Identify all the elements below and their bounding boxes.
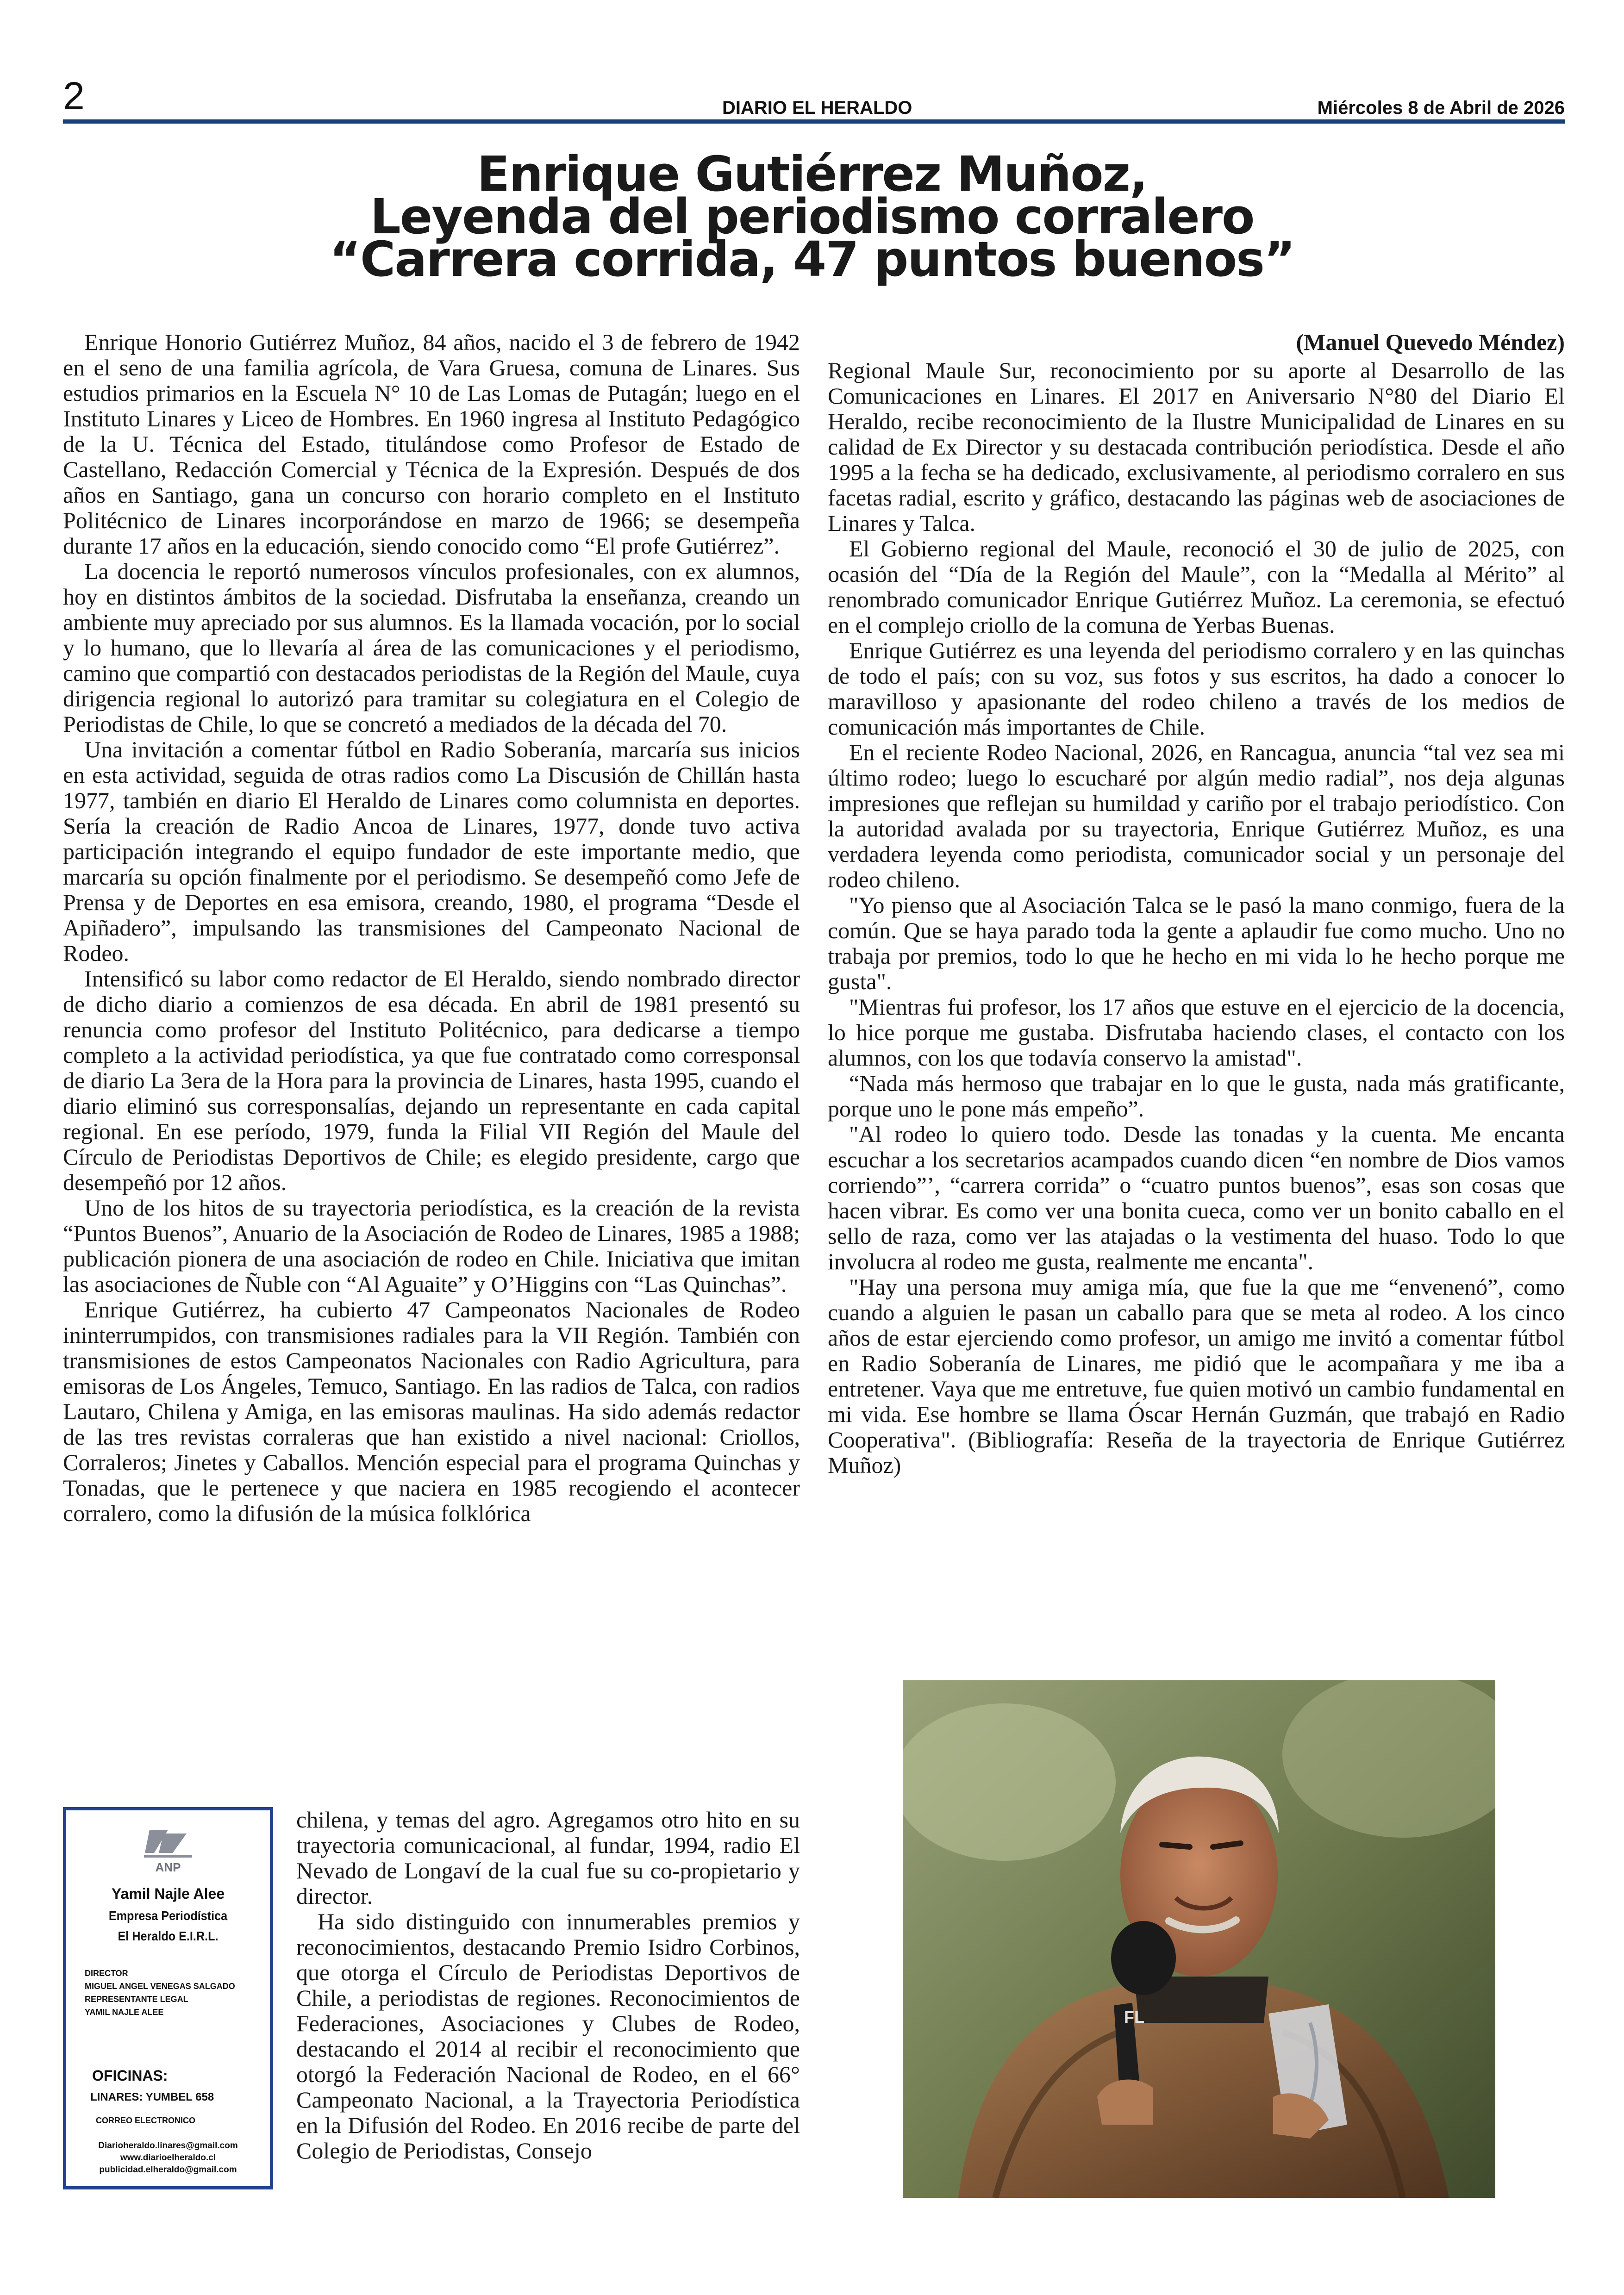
- paragraph: Una invitación a comentar fútbol en Radio Soberanía, marcaría sus inicios en esta actividad, seguida de otras radios como La Discusión de Chillán hasta 1977, también en diario El Heraldo de Linares como columnista en deportes. Sería la creación de Radio Ancoa de Linares, 1977, donde tuvo activa participación integrando el equipo fundador de este importante medio, que marcaría su opción finalmente por el periodismo. Se desempeñó como Jefe de Prensa y de Deportes en esa emisora, creando, 1980, el programa “Desde el Apiñadero”, impulsando las transmisiones del Campeonato Nacional de Rodeo.: [63, 736, 800, 966]
- email-label: CORREO ELECTRONICO: [96, 2116, 196, 2125]
- byline: (Manuel Quevedo Méndez): [1296, 329, 1565, 355]
- offices-label: OFICINAS:: [92, 2067, 168, 2084]
- paragraph: Ha sido distinguido con innumerables premios y reconocimientos, destacando Premio Isidro Corbinos, que otorga el Círculo de Periodistas Deportivos de Chile, a periodistas de regiones. Reconocimientos de Federaciones, Asociaciones y Clubes de Rodeo, destacando el 2014 al recibir el reconocimiento que otorgó la Federación Nacional de Rodeo, en el 66° Campeonato Nacional, a la Trayectoria Periodística en la Difusión del Rodeo. En 2016 recibe de parte del Colegio de Periodistas, Consejo: [296, 1908, 800, 2164]
- paragraph: Regional Maule Sur, reconocimiento por su aporte al Desarrollo de las Comunicaciones en Linares. El 2017 en Aniversario N°80 del Diario El Heraldo, recibe reconocimiento de la Ilustre Municipalidad de Linares en su calidad de Ex Director y su destacada contribución periodística. Desde el año 1995 a la fecha se ha dedicado, exclusivamente, al periodismo corralero en sus facetas radial, escrito y gráfico, destacando las páginas web de asociaciones de Linares y Talca.: [828, 357, 1565, 536]
- company-name-line-1: Empresa Periodística: [108, 1908, 228, 1923]
- header-rule: [63, 119, 1565, 124]
- microphone-label: FL: [1124, 2008, 1144, 2027]
- masthead-info-box: [63, 1807, 273, 2189]
- email-contact: Diarioheraldo.linares@gmail.com: [98, 2141, 238, 2151]
- paragraph: "Yo pienso que al Asociación Talca se le pasó la mano conmigo, fuera de la común. Que se haya parado toda la gente a aplaudir fue como mucho. Uno no trabaja por premios, todo lo que he hecho en mi vida lo he hecho porque me gusta".: [828, 892, 1565, 994]
- article-column-1: [63, 330, 800, 1807]
- paragraph: Enrique Gutiérrez, ha cubierto 47 Campeonatos Nacionales de Rodeo ininterrumpidos, con transmisiones radiales para la VII Región. También con transmisiones de estos Campeonatos Nacionales con Radio Agricultura, para emisoras de Los Ángeles, Temuco, Santiago. En las radios de Talca, con radios Lautaro, Chilena y Amiga, en las emisoras maulinas. Ha sido además redactor de las tres revistas corraleras que han existido a nivel nacional: Criollos, Corraleros; Jinetes y Caballos. Mención especial para el programa Quinchas y Tonadas, que le pertenece y que naciera en 1985 recogiendo el acontecer corralero, como la difusión de la música folklórica: [63, 1297, 800, 1526]
- paragraph: “Nada más hermoso que trabajar en lo que le gusta, nada más gratificante, porque uno le pone más empeño”.: [828, 1070, 1565, 1122]
- paragraph: Intensificó su labor como redactor de El Heraldo, siendo nombrado director de dicho diario a comienzos de esa década. En abril de 1981 presentó su renuncia como profesor del Instituto Politécnico, para dedicarse a tiempo completo a la actividad periodística, ya que fue contratado como corresponsal de diario La 3era de la Hora para la provincia de Linares, hasta 1995, cuando el diario eliminó sus corresponsalías, dejando un representante en cada capital regional. En ese período, 1979, funda la Filial VII Región del Maule del Círculo de Periodistas Deportivos de Chile; es elegido presidente, cargo que desempeñó por 12 años.: [63, 966, 800, 1195]
- paragraph: En el reciente Rodeo Nacional, 2026, en Rancagua, anuncia “tal vez sea mi último rodeo; luego lo escucharé por algún medio radial”, nos deja algunas impresiones que reflejan su humildad y cariño por el trabajo periodístico. Con la autoridad avalada por su trayectoria, Enrique Gutiérrez Muñoz, es una verdadera leyenda como periodista, comunicador social y un personaje del rodeo chileno.: [828, 739, 1565, 892]
- portrait-photo: [903, 1680, 1495, 2198]
- article-column-2: [828, 330, 1565, 1478]
- anp-logo-text: ANP: [155, 1860, 181, 1874]
- article-column-1-continued: [296, 1807, 800, 2191]
- headline-line-2: Leyenda del periodismo corralero: [370, 188, 1254, 245]
- anp-logo-icon: [136, 1825, 200, 1876]
- headline-line-3: “Carrera corrida, 47 puntos buenos”: [329, 231, 1295, 287]
- paragraph: El Gobierno regional del Maule, reconoció el 30 de julio de 2025, con ocasión del “Día de la Región del Maule”, con la “Medalla al Mérito” al renombrado comunicador Enrique Gutiérrez Muñoz. La ceremonia, se efectuó en el complejo criollo de la comuna de Yerbas Buenas.: [828, 536, 1565, 638]
- article-headline: [185, 146, 1439, 287]
- newspaper-name: DIARIO EL HERALDO: [722, 98, 912, 118]
- owner-name: Yamil Najle Alee: [111, 1885, 225, 1902]
- paragraph: Enrique Honorio Gutiérrez Muñoz, 84 años, nacido el 3 de febrero de 1942 en el seno de una familia agrícola, de Vara Gruesa, comuna de Linares. Sus estudios primarios en la Escuela N° 10 de Las Lomas de Putagán; luego en el Instituto Linares y Liceo de Hombres. En 1960 ingresa al Instituto Pedagógico de la U. Técnica del Estado, titulándose como Profesor de Estado de Castellano, Redacción Comercial y Técnica de la Expresión. Después de dos años en Santiago, gana un concurso con horario completo en el Instituto Politécnico de Linares incorporándose en marzo de 1966; se desempeña durante 17 años en la educación, siendo conocido como “El profe Gutiérrez”.: [63, 330, 800, 559]
- director-label: DIRECTOR: [85, 1969, 128, 1978]
- paragraph: Uno de los hitos de su trayectoria periodística, es la creación de la revista “Puntos Buenos”, Anuario de la Asociación de Rodeo de Linares, 1985 a 1988; publicación pionera de una asociación de rodeo en Chile. Iniciativa que imitan las asociaciones de Ñuble con “Al Aguaite” y O’Higgins con “Las Quinchas”.: [63, 1195, 800, 1297]
- paragraph: "Hay una persona muy amiga mía, que fue la que me “envenenó”, como cuando a alguien le pasan un caballo para que se meta al rodeo. A los cinco años de estar ejerciendo como profesor, un amigo me invitó a comentar fútbol en Radio Soberanía de Linares, me pidió que le acompañara y me iba a entretener. Vaya que me entretuve, fue quien motivó un cambio fundamental en mi vida. Ese hombre se llama Óscar Hernán Guzmán, que trabajó en Radio Cooperativa". (Bibliografía: Reseña de la trayectoria de Enrique Gutiérrez Muñoz): [828, 1274, 1565, 1478]
- issue-date: Miércoles 8 de Abril de 2026: [1317, 98, 1565, 118]
- offices-address: LINARES: YUMBEL 658: [90, 2091, 214, 2103]
- paragraph: La docencia le reportó numerosos vínculos profesionales, con ex alumnos, hoy en distintos ámbitos de la sociedad. Disfrutaba la enseñanza, creando un ambiente muy apreciado por sus alumnos. Es la llamada vocación, por lo social y lo humano, que lo llevaría al área de las comunicaciones y el periodismo, camino que compartió con destacados periodistas de la Región del Maule, cuya dirigencia regional lo autorizó para tramitar su colegiatura en el Colegio de Periodistas de Chile, lo que se concretó a mediados de la década del 70.: [63, 558, 800, 737]
- website: www.diarioelheraldo.cl: [120, 2153, 216, 2163]
- paragraph: chilena, y temas del agro. Agregamos otro hito en su trayectoria comunicacional, al fundar, 1994, radio El Nevado de Longaví de la cual fue su co-propietario y director.: [296, 1807, 800, 1909]
- company-name-line-2: El Heraldo E.I.R.L.: [118, 1929, 219, 1943]
- email-advertising: publicidad.elheraldo@gmail.com: [99, 2165, 237, 2175]
- legal-representative-name: YAMIL NAJLE ALEE: [85, 2008, 164, 2017]
- paragraph: "Al rodeo lo quiero todo. Desde las tonadas y la cuenta. Me encanta escuchar a los secretarios acampados cuando dicen “en nombre de Dios vamos corriendo”’, “carrera corrida” o “cuatro puntos buenos”, esas son cosas que hacen vibrar. Es como ver una bonita cueca, como ver un bonito caballo en el sello de raza, como ver las atajadas o la vestimenta del huaso. Todo lo que involucra al rodeo me gusta, realmente me encanta".: [828, 1121, 1565, 1274]
- legal-representative-label: REPRESENTANTE LEGAL: [85, 1995, 188, 2004]
- page-number: 2: [63, 74, 85, 118]
- paragraph: Enrique Gutiérrez es una leyenda del periodismo corralero y en las quinchas de todo el país; con su voz, sus fotos y sus escritos, ha dado a conocer lo maravilloso y apasionante del rodeo chileno a través de los medios de comunicación más importantes de Chile.: [828, 637, 1565, 740]
- director-name: MIGUEL ANGEL VENEGAS SALGADO: [85, 1982, 235, 1991]
- paragraph: "Mientras fui profesor, los 17 años que estuve en el ejercicio de la docencia, lo hice porque me gustaba. Disfrutaba haciendo clases, el contacto con los alumnos, con los que todavía conservo la amistad".: [828, 994, 1565, 1071]
- headline-line-1: Enrique Gutiérrez Muñoz,: [477, 146, 1147, 202]
